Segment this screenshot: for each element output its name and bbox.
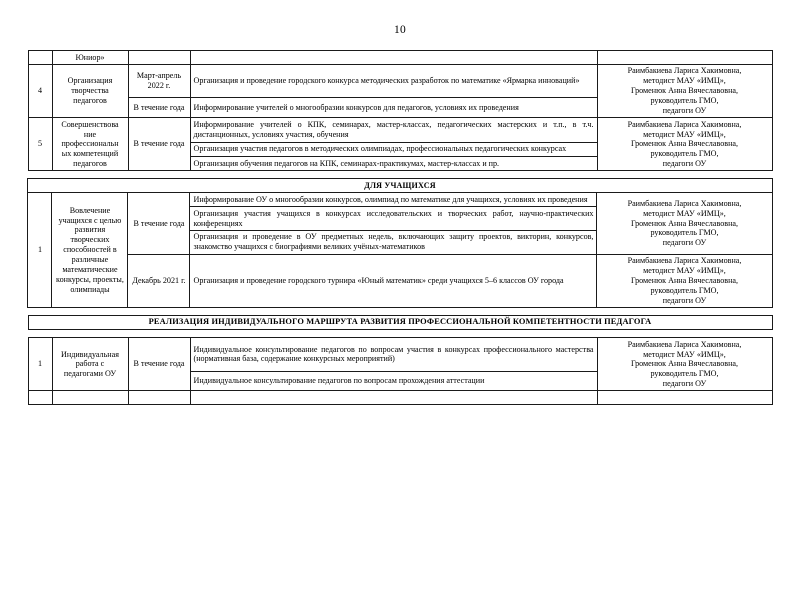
direction-line: педагогов <box>73 159 107 169</box>
direction-line: Совершенствова <box>61 119 119 129</box>
term-cell: Март-апрель 2022 г. <box>128 64 190 98</box>
section-title: РЕАЛИЗАЦИЯ ИНДИВИДУАЛЬНОГО МАРШРУТА РАЗВИТИЯ ПРОФЕССИОНАЛЬНОЙ КОМПЕТЕНТНОСТИ ПЕДАГОГА <box>28 315 772 329</box>
empty-cell <box>52 391 128 405</box>
row-number-cell: 5 <box>28 118 52 171</box>
content-cell: Организация участия учащихся в конкурсах исследовательских и творческих работ, научно-практических конференциях <box>190 207 597 231</box>
page-number: 10 <box>394 24 406 36</box>
responsible-line: руководитель ГМО, <box>650 95 719 105</box>
responsible-cell <box>597 64 772 117</box>
responsible-line: Громенюк Анна Вячеславовна, <box>630 359 739 369</box>
responsible-line: Раимбакиева Лариса Хакимовна, <box>627 198 742 208</box>
term-cell <box>128 51 190 65</box>
table-row <box>28 51 772 65</box>
responsible-line: педагоги ОУ <box>662 238 707 248</box>
plan-table-block-2 <box>27 178 772 307</box>
responsible-line: Громенюк Анна Вячеславовна, <box>630 139 739 149</box>
table-block-gap <box>28 308 772 315</box>
term-cell: В течение года <box>128 193 190 254</box>
plan-table-block-1 <box>28 50 773 171</box>
term-cell: Декабрь 2021 г. <box>128 254 190 307</box>
table-row <box>28 64 772 98</box>
responsible-line: Громенюк Анна Вячеславовна, <box>630 218 739 228</box>
direction-cell: Юниор» <box>52 51 128 65</box>
table-block-gap <box>28 171 772 178</box>
responsible-line: методист МАУ «ИМЦ», <box>643 76 726 86</box>
responsible-line: Громенюк Анна Вячеславовна, <box>630 275 739 285</box>
row-number-cell: 1 <box>28 193 52 308</box>
section-header-row <box>28 179 772 193</box>
responsible-line: Громенюк Анна Вячеславовна, <box>630 86 739 96</box>
row-number-cell <box>28 51 52 65</box>
responsible-line: методист МАУ «ИМЦ», <box>643 129 726 139</box>
plan-table-block-4 <box>28 337 773 405</box>
responsible-line: Раимбакиева Лариса Хакимовна, <box>627 119 742 129</box>
row-number-cell: 4 <box>28 64 52 117</box>
direction-line: профессиональн <box>61 139 119 149</box>
section-title: ДЛЯ УЧАЩИХСЯ <box>28 179 772 193</box>
table-row-filler <box>28 391 772 405</box>
responsible-line: Раимбакиева Лариса Хакимовна, <box>627 256 742 266</box>
content-cell <box>190 51 597 65</box>
responsible-line: руководитель ГМО, <box>650 369 719 379</box>
responsible-line: педагоги ОУ <box>662 379 707 389</box>
responsible-line: методист МАУ «ИМЦ», <box>643 208 726 218</box>
empty-cell <box>597 391 772 405</box>
table-row <box>28 118 772 143</box>
direction-line: ние <box>83 129 97 139</box>
responsible-line: Раимбакиева Лариса Хакимовна, <box>627 339 742 349</box>
direction-cell: Организация творчества педагогов <box>52 64 128 117</box>
table-row <box>28 254 772 307</box>
direction-cell <box>52 118 128 171</box>
responsible-cell <box>597 118 772 171</box>
content-cell: Организация и проведение городского конкурса методических разработок по математике «Ярмарка инноваций» <box>190 64 597 98</box>
content-cell: Информирование ОУ о многообразии конкурсов, олимпиад по математике для учащихся, условиях их проведения <box>190 193 597 207</box>
direction-cell: Вовлечение учащихся с целью развития творческих способностей в различные математические конкурсы, проекты, олимпиады <box>52 193 128 308</box>
responsible-line: методист МАУ «ИМЦ», <box>643 349 726 359</box>
term-cell: В течение года <box>128 98 190 118</box>
content-cell: Организация и проведение в ОУ предметных недель, включающих защиту проектов, викторин, конкурсов, знакомство учащихся с биографиями великих учёных-математиков <box>190 230 597 254</box>
content-cell: Организация обучения педагогов на КПК, семинарах-практикумах, мастер-классах и пр. <box>190 157 597 171</box>
section-header-row <box>28 315 772 329</box>
empty-cell <box>128 391 190 405</box>
responsible-line: руководитель ГМО, <box>650 149 719 159</box>
term-cell: В течение года <box>128 118 190 171</box>
responsible-line: педагоги ОУ <box>662 105 707 115</box>
responsible-line: методист МАУ «ИМЦ», <box>643 265 726 275</box>
empty-cell <box>28 391 52 405</box>
term-cell: В течение года <box>128 338 190 391</box>
responsible-line: Раимбакиева Лариса Хакимовна, <box>627 66 742 76</box>
responsible-cell <box>597 193 772 254</box>
table-block-gap <box>28 330 772 337</box>
responsible-line: руководитель ГМО, <box>650 228 719 238</box>
responsible-line: руководитель ГМО, <box>650 285 719 295</box>
responsible-cell <box>597 254 772 307</box>
content-cell: Организация участия педагогов в методических олимпиадах, профессиональных педагогических конкурсах <box>190 142 597 156</box>
content-cell: Информирование учителей о многообразии конкурсов для педагогов, условиях их проведения <box>190 98 597 118</box>
content-cell: Организация и проведение городского турнира «Юный математик» среди учащихся 5–6 классов ОУ города <box>190 254 597 307</box>
empty-cell <box>190 391 597 405</box>
plan-table-block-3 <box>28 315 773 330</box>
responsible-line: педагоги ОУ <box>662 159 707 169</box>
responsible-line: педагоги ОУ <box>662 295 707 305</box>
responsible-cell <box>597 51 772 65</box>
direction-line: ых компетенций <box>61 149 119 159</box>
content-cell: Информирование учителей о КПК, семинарах, мастер-классах, педагогических мастерских и т.п., в т.ч. дистанционных, условиях участия, обучения <box>190 118 597 143</box>
table-row <box>28 338 772 372</box>
responsible-cell <box>597 338 772 391</box>
direction-cell: Индивидуальная работа с педагогами ОУ <box>52 338 128 391</box>
document-page <box>0 24 800 590</box>
row-number-cell: 1 <box>28 338 52 391</box>
table-row <box>28 193 772 207</box>
content-cell: Индивидуальное консультирование педагогов по вопросам участия в конкурсах профессионального мастерства (нормативная база, содержание конкурсных мероприятий) <box>190 338 597 372</box>
content-cell: Индивидуальное консультирование педагогов по вопросам прохождения аттестации <box>190 371 597 391</box>
